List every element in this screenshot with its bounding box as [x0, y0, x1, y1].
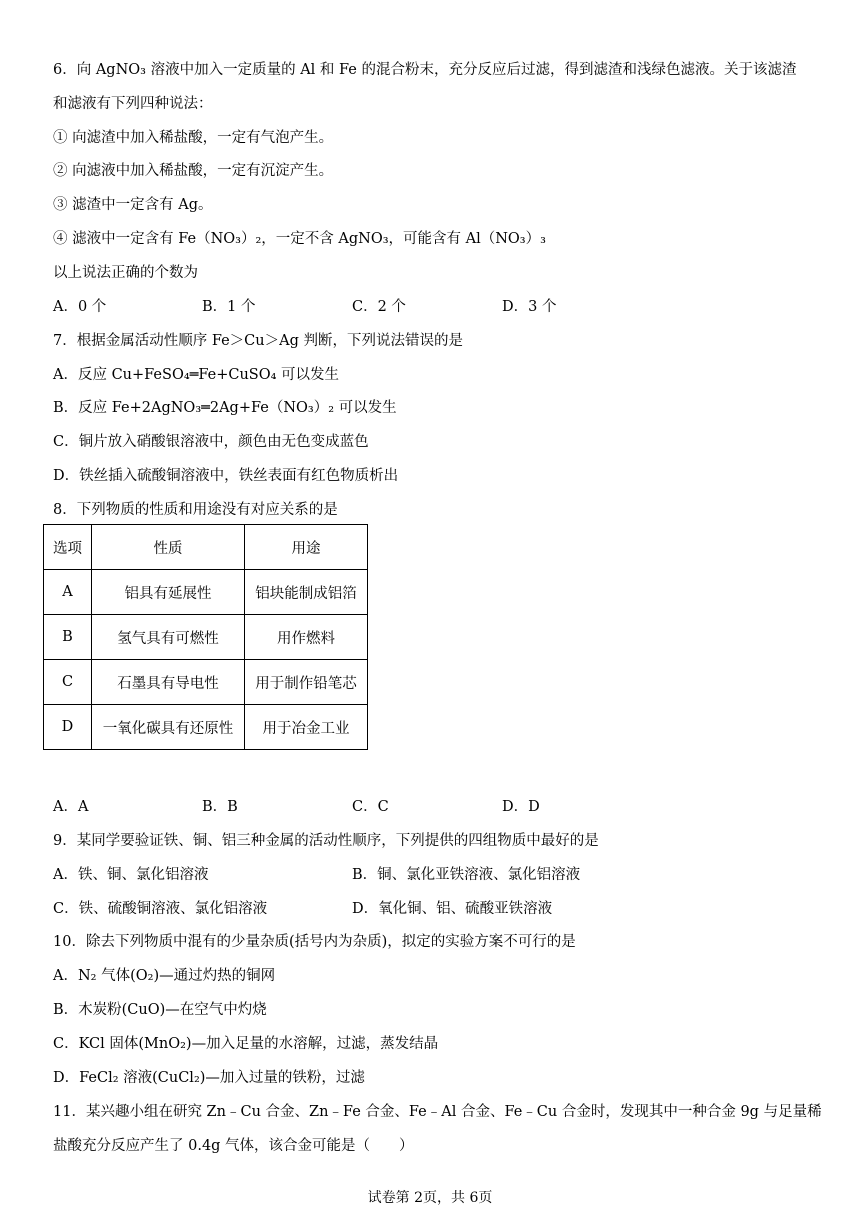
q10-option-b: B．木炭粉(CuO)—在空气中灼烧	[53, 1002, 267, 1018]
table-cell: 用于冶金工业	[245, 705, 368, 750]
table-cell: 用于制作铅笔芯	[245, 660, 368, 705]
table-row	[44, 615, 368, 660]
q6-option-a: A．0 个	[53, 299, 107, 315]
q9-option-b: B．铜、氯化亚铁溶液、氯化铝溶液	[352, 867, 581, 883]
table-cell: 用作燃料	[245, 615, 368, 660]
q10-option-d: D．FeCl₂ 溶液(CuCl₂)—加入过量的铁粉，过滤	[53, 1070, 365, 1086]
table-cell: 氢气具有可燃性	[92, 615, 245, 660]
q8-table	[43, 524, 368, 750]
table-cell: B	[44, 615, 92, 660]
q6-statement-1: ① 向滤渣中加入稀盐酸，一定有气泡产生。	[53, 130, 334, 146]
q6-statement-4: ④ 滤液中一定含有 Fe（NO₃）₂，一定不含 AgNO₃，可能含有 Al（NO₃）₃	[53, 231, 546, 247]
table-row	[44, 570, 368, 615]
q7-option-d: D．铁丝插入硫酸铜溶液中，铁丝表面有红色物质析出	[53, 468, 399, 484]
q7-stem: 7．根据金属活动性顺序 Fe＞Cu＞Ag 判断，下列说法错误的是	[53, 333, 463, 349]
q8-option-b: B．B	[202, 799, 238, 815]
table-cell: A	[44, 570, 92, 615]
q11-stem-line1: 11．某兴趣小组在研究 Zn﹣Cu 合金、Zn﹣Fe 合金、Fe﹣Al 合金、Fe﹣Cu 合金时，发现其中一种合金 9g 与足量稀	[53, 1104, 822, 1120]
q10-option-a: A．N₂ 气体(O₂)—通过灼热的铜网	[53, 968, 276, 984]
table-cell: 铝块能制成铝箔	[245, 570, 368, 615]
q9-option-c: C．铁、硫酸铜溶液、氯化铝溶液	[53, 901, 268, 917]
q6-option-d: D．3 个	[502, 299, 557, 315]
q6-stem-line2: 和滤液有下列四种说法：	[53, 96, 213, 112]
table-cell: 一氧化碳具有还原性	[92, 705, 245, 750]
q9-option-d: D．氧化铜、铝、硫酸亚铁溶液	[352, 901, 553, 917]
q10-stem: 10．除去下列物质中混有的少量杂质(括号内为杂质)，拟定的实验方案不可行的是	[53, 934, 576, 950]
table-cell: C	[44, 660, 92, 705]
table-header-cell: 选项	[44, 525, 92, 570]
table-header-cell: 性质	[92, 525, 245, 570]
table-cell: 石墨具有导电性	[92, 660, 245, 705]
q7-option-a: A．反应 Cu+FeSO₄═Fe+CuSO₄ 可以发生	[53, 367, 340, 383]
table-cell: 铝具有延展性	[92, 570, 245, 615]
q7-option-c: C．铜片放入硝酸银溶液中，颜色由无色变成蓝色	[53, 434, 369, 450]
page-footer: 试卷第 2页，共 6页	[367, 1190, 493, 1206]
q9-stem: 9．某同学要验证铁、铜、铝三种金属的活动性顺序，下列提供的四组物质中最好的是	[53, 833, 599, 849]
q8-option-a: A．A	[53, 799, 89, 815]
table-cell: D	[44, 705, 92, 750]
table-header-cell: 用途	[245, 525, 368, 570]
q6-option-b: B．1 个	[202, 299, 256, 315]
q10-option-c: C．KCl 固体(MnO₂)—加入足量的水溶解，过滤，蒸发结晶	[53, 1036, 439, 1052]
q8-option-c: C．C	[352, 799, 389, 815]
table-header-row	[44, 525, 368, 570]
table-row	[44, 705, 368, 750]
q6-prompt: 以上说法正确的个数为	[53, 265, 198, 281]
q6-stem-line1: 6．向 AgNO₃ 溶液中加入一定质量的 Al 和 Fe 的混合粉末，充分反应后过滤，得到滤渣和浅绿色滤液。关于该滤渣	[53, 62, 797, 78]
q6-option-c: C．2 个	[352, 299, 406, 315]
q7-option-b: B．反应 Fe+2AgNO₃═2Ag+Fe（NO₃）₂ 可以发生	[53, 400, 397, 416]
q6-statement-2: ② 向滤液中加入稀盐酸，一定有沉淀产生。	[53, 163, 334, 179]
q11-stem-line2: 盐酸充分反应产生了 0.4g 气体，该合金可能是（ ）	[53, 1138, 414, 1154]
q8-option-d: D．D	[502, 799, 540, 815]
q8-stem: 8．下列物质的性质和用途没有对应关系的是	[53, 502, 338, 518]
q6-statement-3: ③ 滤渣中一定含有 Ag。	[53, 197, 213, 213]
q9-option-a: A．铁、铜、氯化铝溶液	[53, 867, 209, 883]
table-row	[44, 660, 368, 705]
